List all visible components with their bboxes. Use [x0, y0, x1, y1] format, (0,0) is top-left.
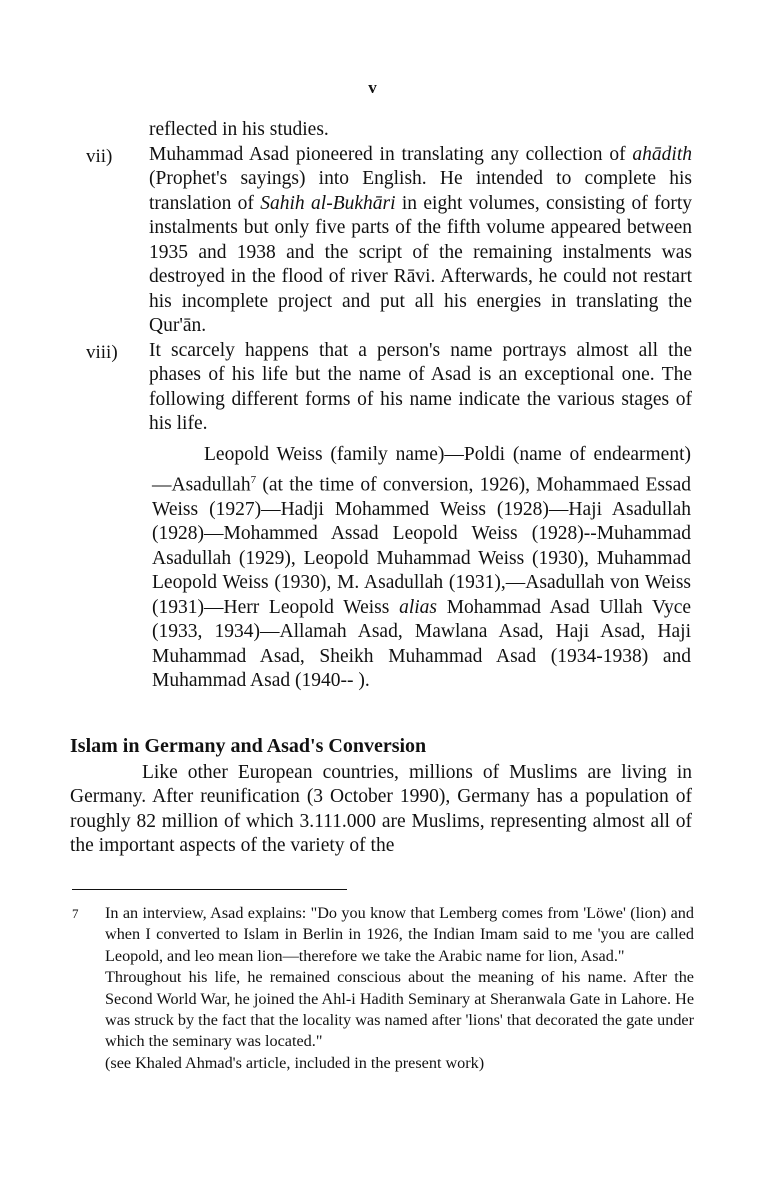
footnote — [72, 903, 694, 1074]
item-text: in eight volumes, consisting of forty instalments but only five parts of the fifth volume appeared between 1935 and 1938 and the script of the remaining instalments was destroyed in the flood of river Rāvi. Afterwards, he could not restart his incomplete project and put all his energies in translating the Qur'ān. — [149, 192, 692, 336]
italic-term: ahādith — [632, 143, 692, 165]
paragraph-text: Leopold Weiss (family name)—Poldi (name of endearment)—Asadullah — [152, 444, 691, 495]
footnote-citation: (see Khaled Ahmad's article, included in the present work) — [105, 1053, 485, 1072]
item-text: It scarcely happens that a person's name portrays almost all the phases of his life but the name of Asad is an exceptional one. The following different forms of his name indicate the various stages of his life. — [149, 339, 692, 434]
footnote-body — [105, 903, 694, 1074]
list-continuation-text: reflected in his studies. — [149, 119, 329, 140]
section-paragraph: Like other European countries, millions of Muslims are living in Germany. After reunification (3 October 1990), Germany has a population of roughly 82 million of which 3.111.000 are Muslims, representing almost all of the important aspects of the variety of the — [70, 762, 692, 856]
footnote-paragraph: Throughout his life, he remained conscious about the meaning of his name. After the Second World War, he joined the Ahl-i Hadith Seminary at Sheranwala Gate in Lahore. He was struck by the fact that the locality was named after 'lions' that decorated the gate under which the seminary was located." — [105, 968, 694, 1051]
numbered-list — [86, 118, 692, 437]
name-forms-paragraph — [152, 443, 691, 694]
paragraph-text: Mohammad Asad Ullah Vyce (1933, 1934)—Allamah Asad, Mawlana Asad, Haji Asad, Haji Muhammad Asad, Sheikh Muhammad Asad (1934-1938) and Muhammad Asad (1940-- ). — [152, 596, 692, 691]
footnote-number: 7 — [72, 906, 79, 921]
item-text: (Prophet's sayings) into English. He intended to complete his translation of — [149, 168, 692, 214]
book-title: Sahih al-Bukhāri — [260, 192, 396, 214]
list-item-vii — [86, 143, 692, 339]
footnote-reference[interactable]: 7 — [250, 473, 257, 486]
list-item-number: viii) — [86, 341, 118, 363]
page-number: v — [368, 78, 377, 97]
footnote-paragraph: In an interview, Asad explains: "Do you know that Lemberg comes from 'Löwe' (lion) and when I converted to Islam in Berlin in 1926, the Indian Imam said to me 'you are called Leopold, and leo mean lion—therefore we take the Arabic name for lion, Asad." — [105, 904, 694, 965]
italic-term: alias — [399, 596, 437, 618]
paragraph-text: (at the time of conversion, 1926), Mohammaed Essad Weiss (1927)—Hadji Mohammed Weiss (1928)—Haji Asadullah (1928)—Mohammed Assad Leopold Weiss (1928)--Muhammad Asadullah (1929), Leopold Muhammad Weiss (1930), Muhammad Leopold Weiss (1930), M. Asadullah (1931),—Asadullah von Weiss (1931)—Herr Leopold Weiss — [152, 474, 691, 618]
list-item-number: vii) — [86, 145, 113, 167]
list-item-viii — [86, 339, 692, 437]
footnote-divider — [72, 889, 347, 890]
section-heading: Islam in Germany and Asad's Conversion — [70, 735, 427, 757]
item-text: Muhammad Asad pioneered in translating any collection of — [149, 143, 633, 165]
